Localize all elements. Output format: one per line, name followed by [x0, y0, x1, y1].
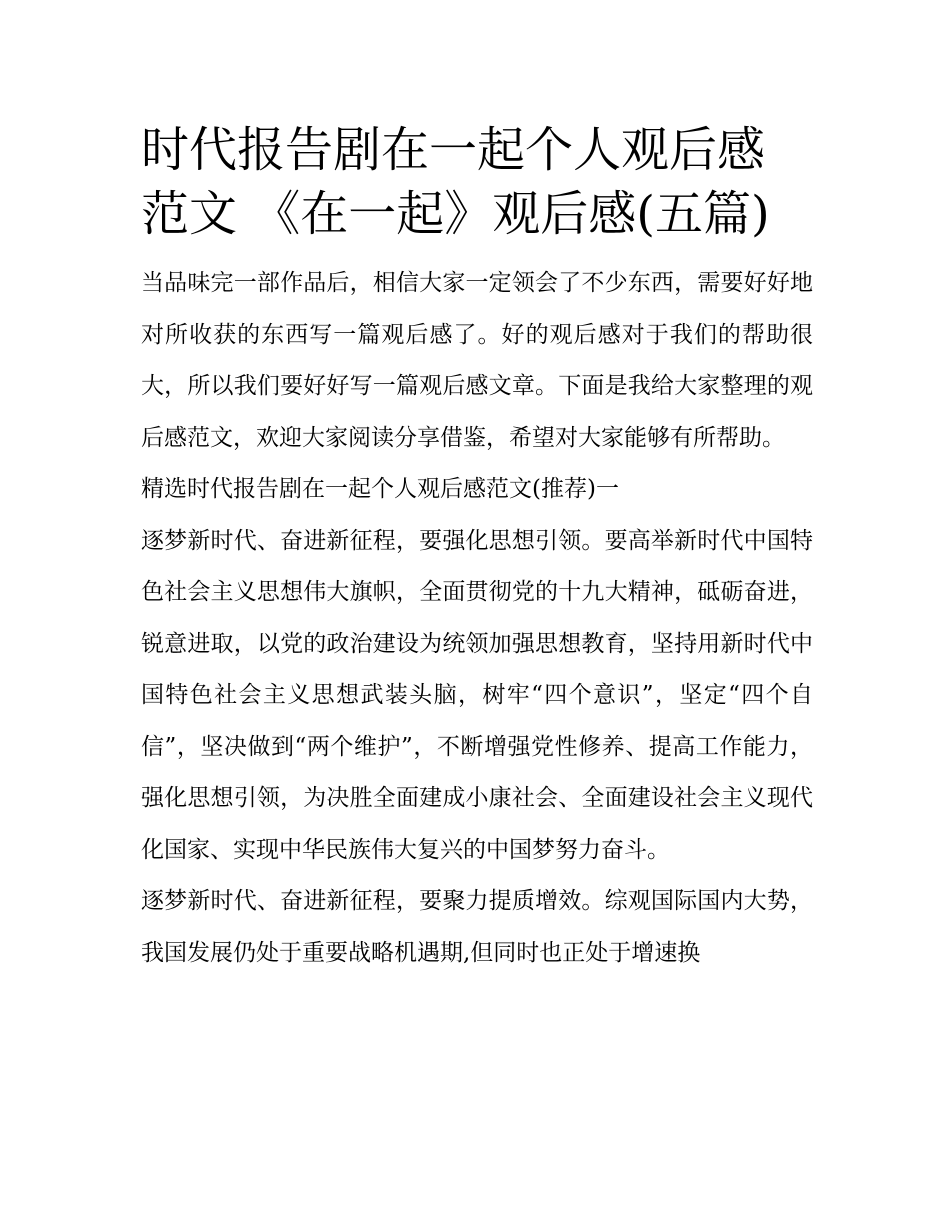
title-line-1: 时代报告剧在一起个人观后感 [141, 122, 766, 178]
section-heading: 精选时代报告剧在一起个人观后感范文(推荐)一 [141, 476, 619, 502]
document-body [141, 118, 813, 979]
title-line-2: 范文 《在一起》观后感(五篇) [141, 186, 770, 242]
document-title [141, 118, 813, 246]
body-paragraph-2: 逐梦新时代、奋进新征程，要聚力提质增效。综观国际国内大势，我国发展仍处于重要战略机遇期,但同时也正处于增速换 [141, 888, 813, 966]
intro-paragraph: 当品味完一部作品后，相信大家一定领会了不少东西，需要好好地对所收获的东西写一篇观后感了。好的观后感对于我们的帮助很大，所以我们要好好写一篇观后感文章。下面是我给大家整理的观后感范文，欢迎大家阅读分享借鉴，希望对大家能够有所帮助。 [141, 270, 813, 451]
body-paragraph-1: 逐梦新时代、奋进新征程，要强化思想引领。要高举新时代中国特色社会主义思想伟大旗帜，全面贯彻党的十九大精神，砥砺奋进，锐意进取，以党的政治建设为统领加强思想教育，坚持用新时代中国特色社会主义思想武装头脑，树牢“四个意识”，坚定“四个自信”，坚决做到“两个维护”，不断增强党性修养、提高工作能力，强化思想引领，为决胜全面建成小康社会、全面建设社会主义现代化国家、实现中华民族伟大复兴的中国梦努力奋斗。 [141, 527, 813, 863]
